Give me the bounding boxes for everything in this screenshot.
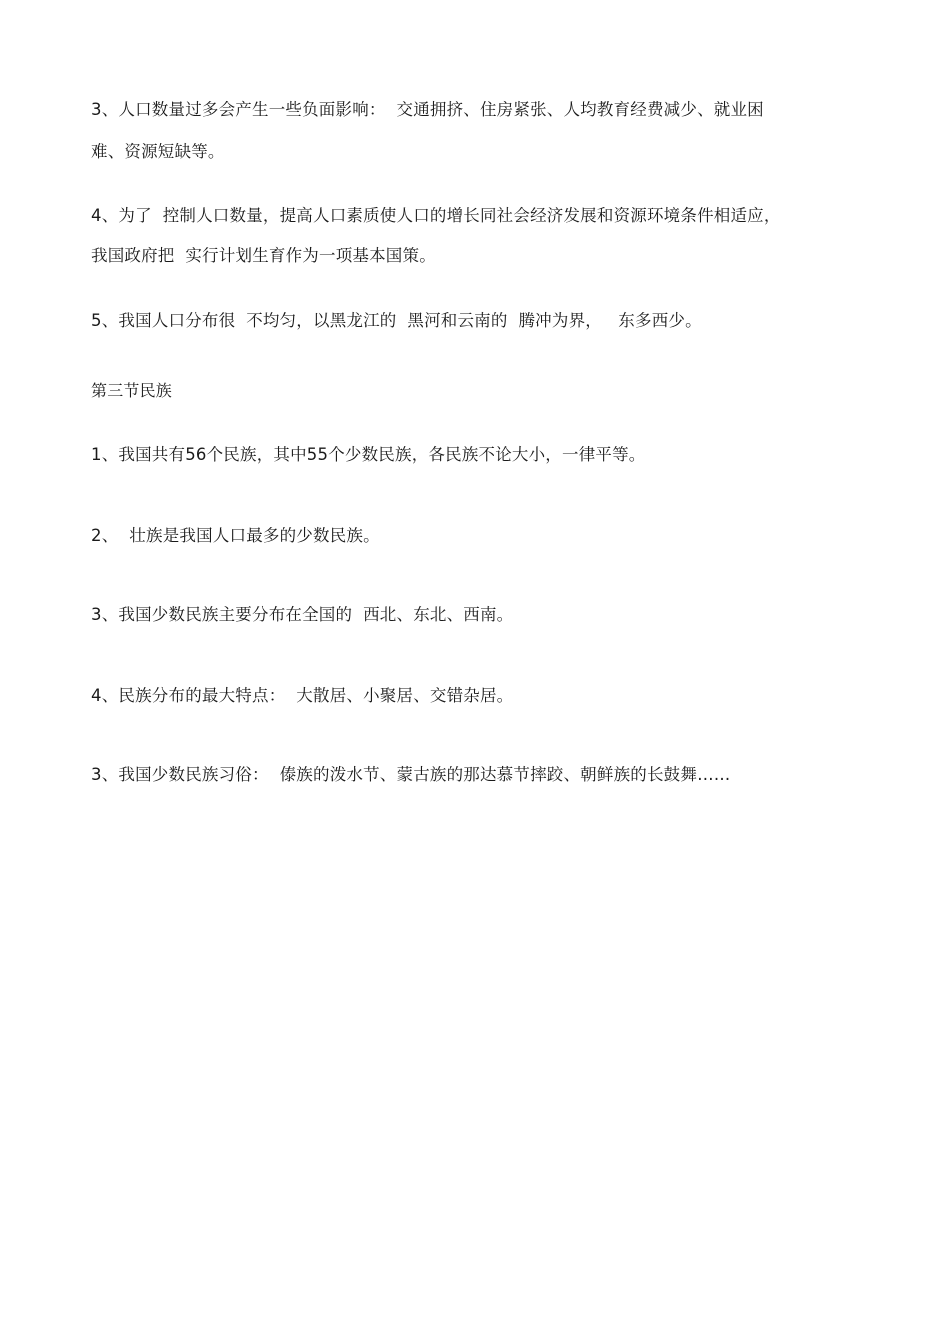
- ethnic-item-4: 4、民族分布的最大特点： 大散居、小聚居、交错杂居。: [91, 686, 514, 705]
- ethnic-item-1: 1、我国共有56个民族，其中55个少数民族，各民族不论大小，一律平等。: [91, 445, 646, 464]
- section-title: 第三节民族: [91, 381, 173, 400]
- ethnic-item-3: 3、我国少数民族主要分布在全国的 西北、东北、西南。: [91, 605, 514, 624]
- ethnic-item-5: 3、我国少数民族习俗： 傣族的泼水节、蒙古族的那达慕节摔跤、朝鲜族的长鼓舞……: [91, 765, 731, 784]
- paragraph-3-line-1: 3、人口数量过多会产生一些负面影响： 交通拥挤、住房紧张、人均教育经费减少、就业困: [91, 100, 764, 119]
- paragraph-3-line-2: 难、资源短缺等。: [91, 142, 225, 161]
- paragraph-4-line-2: 我国政府把 实行计划生育作为一项基本国策。: [91, 246, 436, 265]
- paragraph-4-line-1: 4、为了 控制人口数量，提高人口素质使人口的增长同社会经济发展和资源环境条件相适应，: [91, 206, 781, 225]
- paragraph-5: 5、我国人口分布很 不均匀，以黑龙江的 黑河和云南的 腾冲为界， 东多西少。: [91, 311, 702, 330]
- ethnic-item-2: 2、 壮族是我国人口最多的少数民族。: [91, 526, 380, 545]
